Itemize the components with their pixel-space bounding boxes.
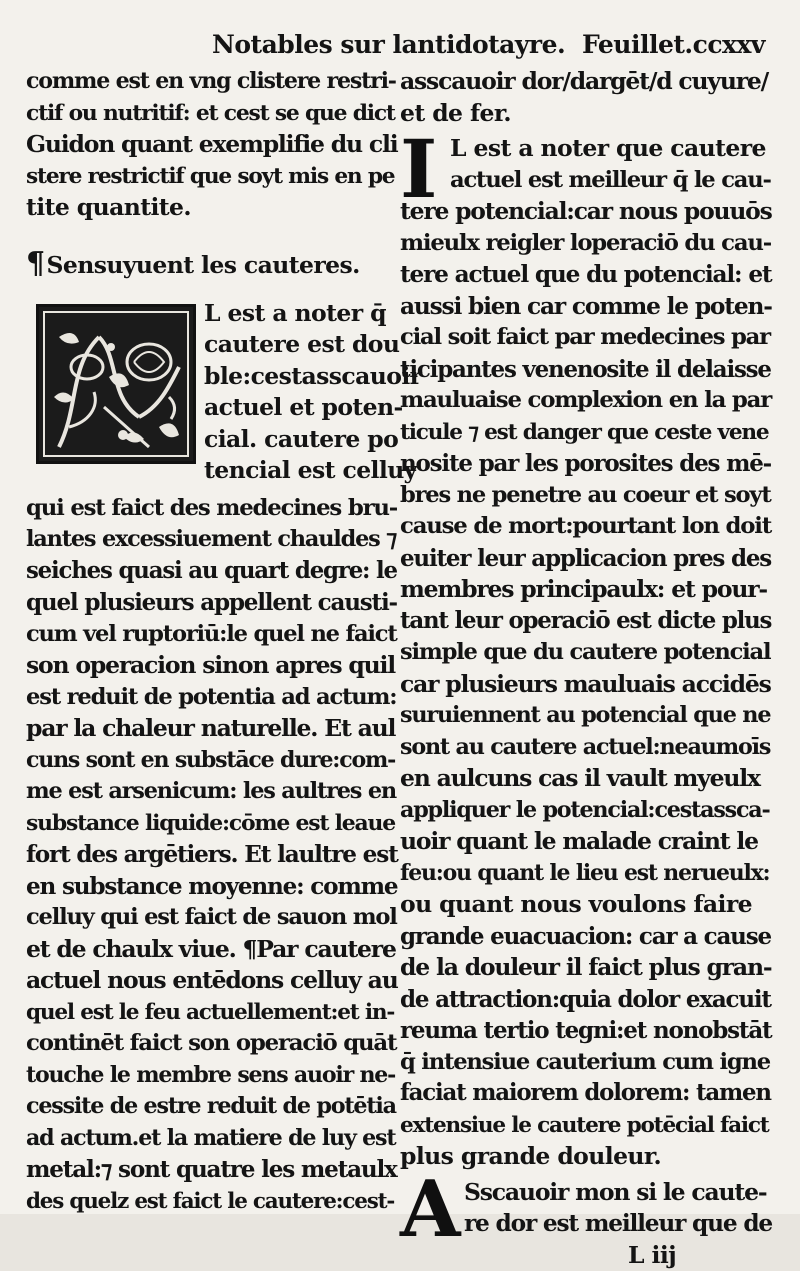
text-line: est reduit de potentia ad actum: [26, 682, 398, 714]
text-line: extensiue le cautere potēcial faict [400, 1110, 772, 1142]
text-line: reuma tertio tegni:et nonobstāt [400, 1015, 772, 1047]
drop-cap-initial: A [400, 1171, 460, 1249]
text-line: ou quant nous voulons faire [400, 889, 772, 921]
text-line: tencial est celluy [204, 455, 421, 487]
left-intro-paragraph [26, 66, 398, 224]
spacer [26, 224, 398, 248]
text-line: ctif ou nutritif: et cest se que dict [26, 98, 398, 130]
text-line: cessite de estre reduit de potētia [26, 1091, 398, 1123]
text-line: cial soit faict par medecines par [400, 322, 772, 354]
text-line: actuel et poten- [204, 392, 421, 424]
text-line: en substance moyenne: comme [26, 871, 398, 903]
right-column [400, 66, 772, 1271]
text-line: substance liquide:cōme est leaue [26, 808, 398, 840]
drop-cap-initial: I [400, 129, 437, 209]
text-line: plus grande douleur. [400, 1141, 772, 1173]
text-line: cuns sont en substāce dure:com- [26, 745, 398, 777]
left-main-paragraph [26, 493, 398, 1218]
text-line: cum vel ruptoriū:le quel ne faict [26, 619, 398, 651]
paragraph-with-initial-a [400, 1177, 772, 1240]
text-line: ticule ⁊ est danger que ceste vene [400, 417, 772, 449]
text-line: q̄ intensiue cauterium cum igne [400, 1047, 772, 1079]
text-line: mieulx reigler loperaciō du cau- [400, 228, 772, 260]
text-line: touche le membre sens auoir ne- [26, 1060, 398, 1092]
running-title: Notables sur lantidotayre. [212, 30, 565, 59]
folio-number: Feuillet.ccxxv [582, 30, 765, 59]
text-line: uoir quant le malade craint le [400, 826, 772, 858]
text-line [204, 298, 421, 330]
text-line: tere potencial:car nous pouuōs [400, 196, 772, 228]
signature-mark: L iij [400, 1240, 772, 1271]
text-line: celluy qui est faict de sauon mol [26, 902, 398, 934]
indented-lines [204, 298, 421, 487]
text-line: membres principaulx: et pour- [400, 574, 772, 606]
text-line: suruiennent au potencial que ne [400, 700, 772, 732]
text-line: quel plusieurs appellent causti- [26, 587, 398, 619]
text-line-content: est a noter q̄ [228, 299, 386, 327]
text-line: euiter leur applicacion pres des [400, 543, 772, 575]
page-header [0, 30, 800, 70]
text-line: metal:⁊ sont quatre les metaulx [26, 1154, 398, 1186]
text-line: continēt faict son operaciō quāt [26, 1028, 398, 1060]
text-line: seiches quasi au quart degre: le [26, 556, 398, 588]
left-column [26, 66, 398, 1217]
text-line: et de chaulx viue. ¶Par cautere [26, 934, 398, 966]
text-line: appliquer le potencial:cestassca- [400, 795, 772, 827]
text-line: stere restrictif que soyt mis en pe [26, 161, 398, 193]
text-line: ticipantes venenosite il delaisse [400, 354, 772, 386]
woodcut-paragraph [26, 304, 398, 493]
text-line: cautere est dou [204, 329, 421, 361]
text-line: mauluaise complexion en la par [400, 385, 772, 417]
text-line: Guidon quant exemplifie du cli [26, 129, 398, 161]
text-line: son operacion sinon apres quil [26, 650, 398, 682]
pilcrow-mark: ¶ [26, 248, 45, 280]
text-line: tite quantite. [26, 192, 398, 224]
text-line: cial. cautere po [204, 424, 421, 456]
text-line: L est a noter que cautere [450, 133, 772, 165]
text-line: de attraction:quia dolor exacuit [400, 984, 772, 1016]
right-intro-paragraph [400, 66, 772, 129]
text-line: qui est faict des medecines bru- [26, 493, 398, 525]
text-line: feu:ou quant le lieu est nerueulx: [400, 858, 772, 890]
text-line: me est arsenicum: les aultres en [26, 776, 398, 808]
text-line: tant leur operaciō est dicte plus [400, 606, 772, 638]
text-line: quel est le feu actuellement:et in- [26, 997, 398, 1029]
section-heading-text: Sensuyuent les cauteres. [47, 251, 360, 279]
text-line: car plusieurs mauluais accidēs [400, 669, 772, 701]
text-line: en aulcuns cas il vault myeulx [400, 763, 772, 795]
floral-woodcut-graphic [39, 307, 193, 461]
text-line: re dor est meilleur que de [464, 1208, 772, 1240]
text-line: actuel nous entēdons celluy au [26, 965, 398, 997]
text-line: asscauoir dor/dargēt/d cuyure/ [400, 66, 772, 98]
indented-lines [400, 133, 772, 196]
text-line: nosite par les porosites des mē- [400, 448, 772, 480]
section-heading [26, 248, 398, 282]
text-line: comme est en vng clistere restri- [26, 66, 398, 98]
text-line: bres ne penetre au coeur et soyt [400, 480, 772, 512]
text-line: grande euacuacion: car a cause [400, 921, 772, 953]
text-line: tere actuel que du potencial: et [400, 259, 772, 291]
text-line: simple que du cautere potencial [400, 637, 772, 669]
text-line: ad actum.et la matiere de luy est [26, 1123, 398, 1155]
text-line: par la chaleur naturelle. Et aul [26, 713, 398, 745]
paragraph-with-initial-i [400, 133, 772, 1173]
text-line: Sscauoir mon si le caute- [464, 1177, 772, 1209]
text-line: et de fer. [400, 98, 772, 130]
text-line: lantes excessiuement chauldes ⁊ [26, 524, 398, 556]
text-line: faciat maiorem dolorem: tamen [400, 1078, 772, 1110]
woodcut-initial-image [36, 304, 196, 464]
text-line: actuel est meilleur q̄ le cau- [450, 165, 772, 197]
text-line: aussi bien car comme le poten- [400, 291, 772, 323]
text-line: de la douleur il faict plus gran- [400, 952, 772, 984]
text-line: fort des argētiers. Et laultre est [26, 839, 398, 871]
paragraph-initial: L [204, 299, 220, 327]
text-line: ble:cestasscauoir [204, 361, 421, 393]
text-line: des quelz est faict le cautere:cest- [26, 1186, 398, 1218]
text-line: sont au cautere actuel:neaumoīs [400, 732, 772, 764]
text-line: cause de mort:pourtant lon doit [400, 511, 772, 543]
